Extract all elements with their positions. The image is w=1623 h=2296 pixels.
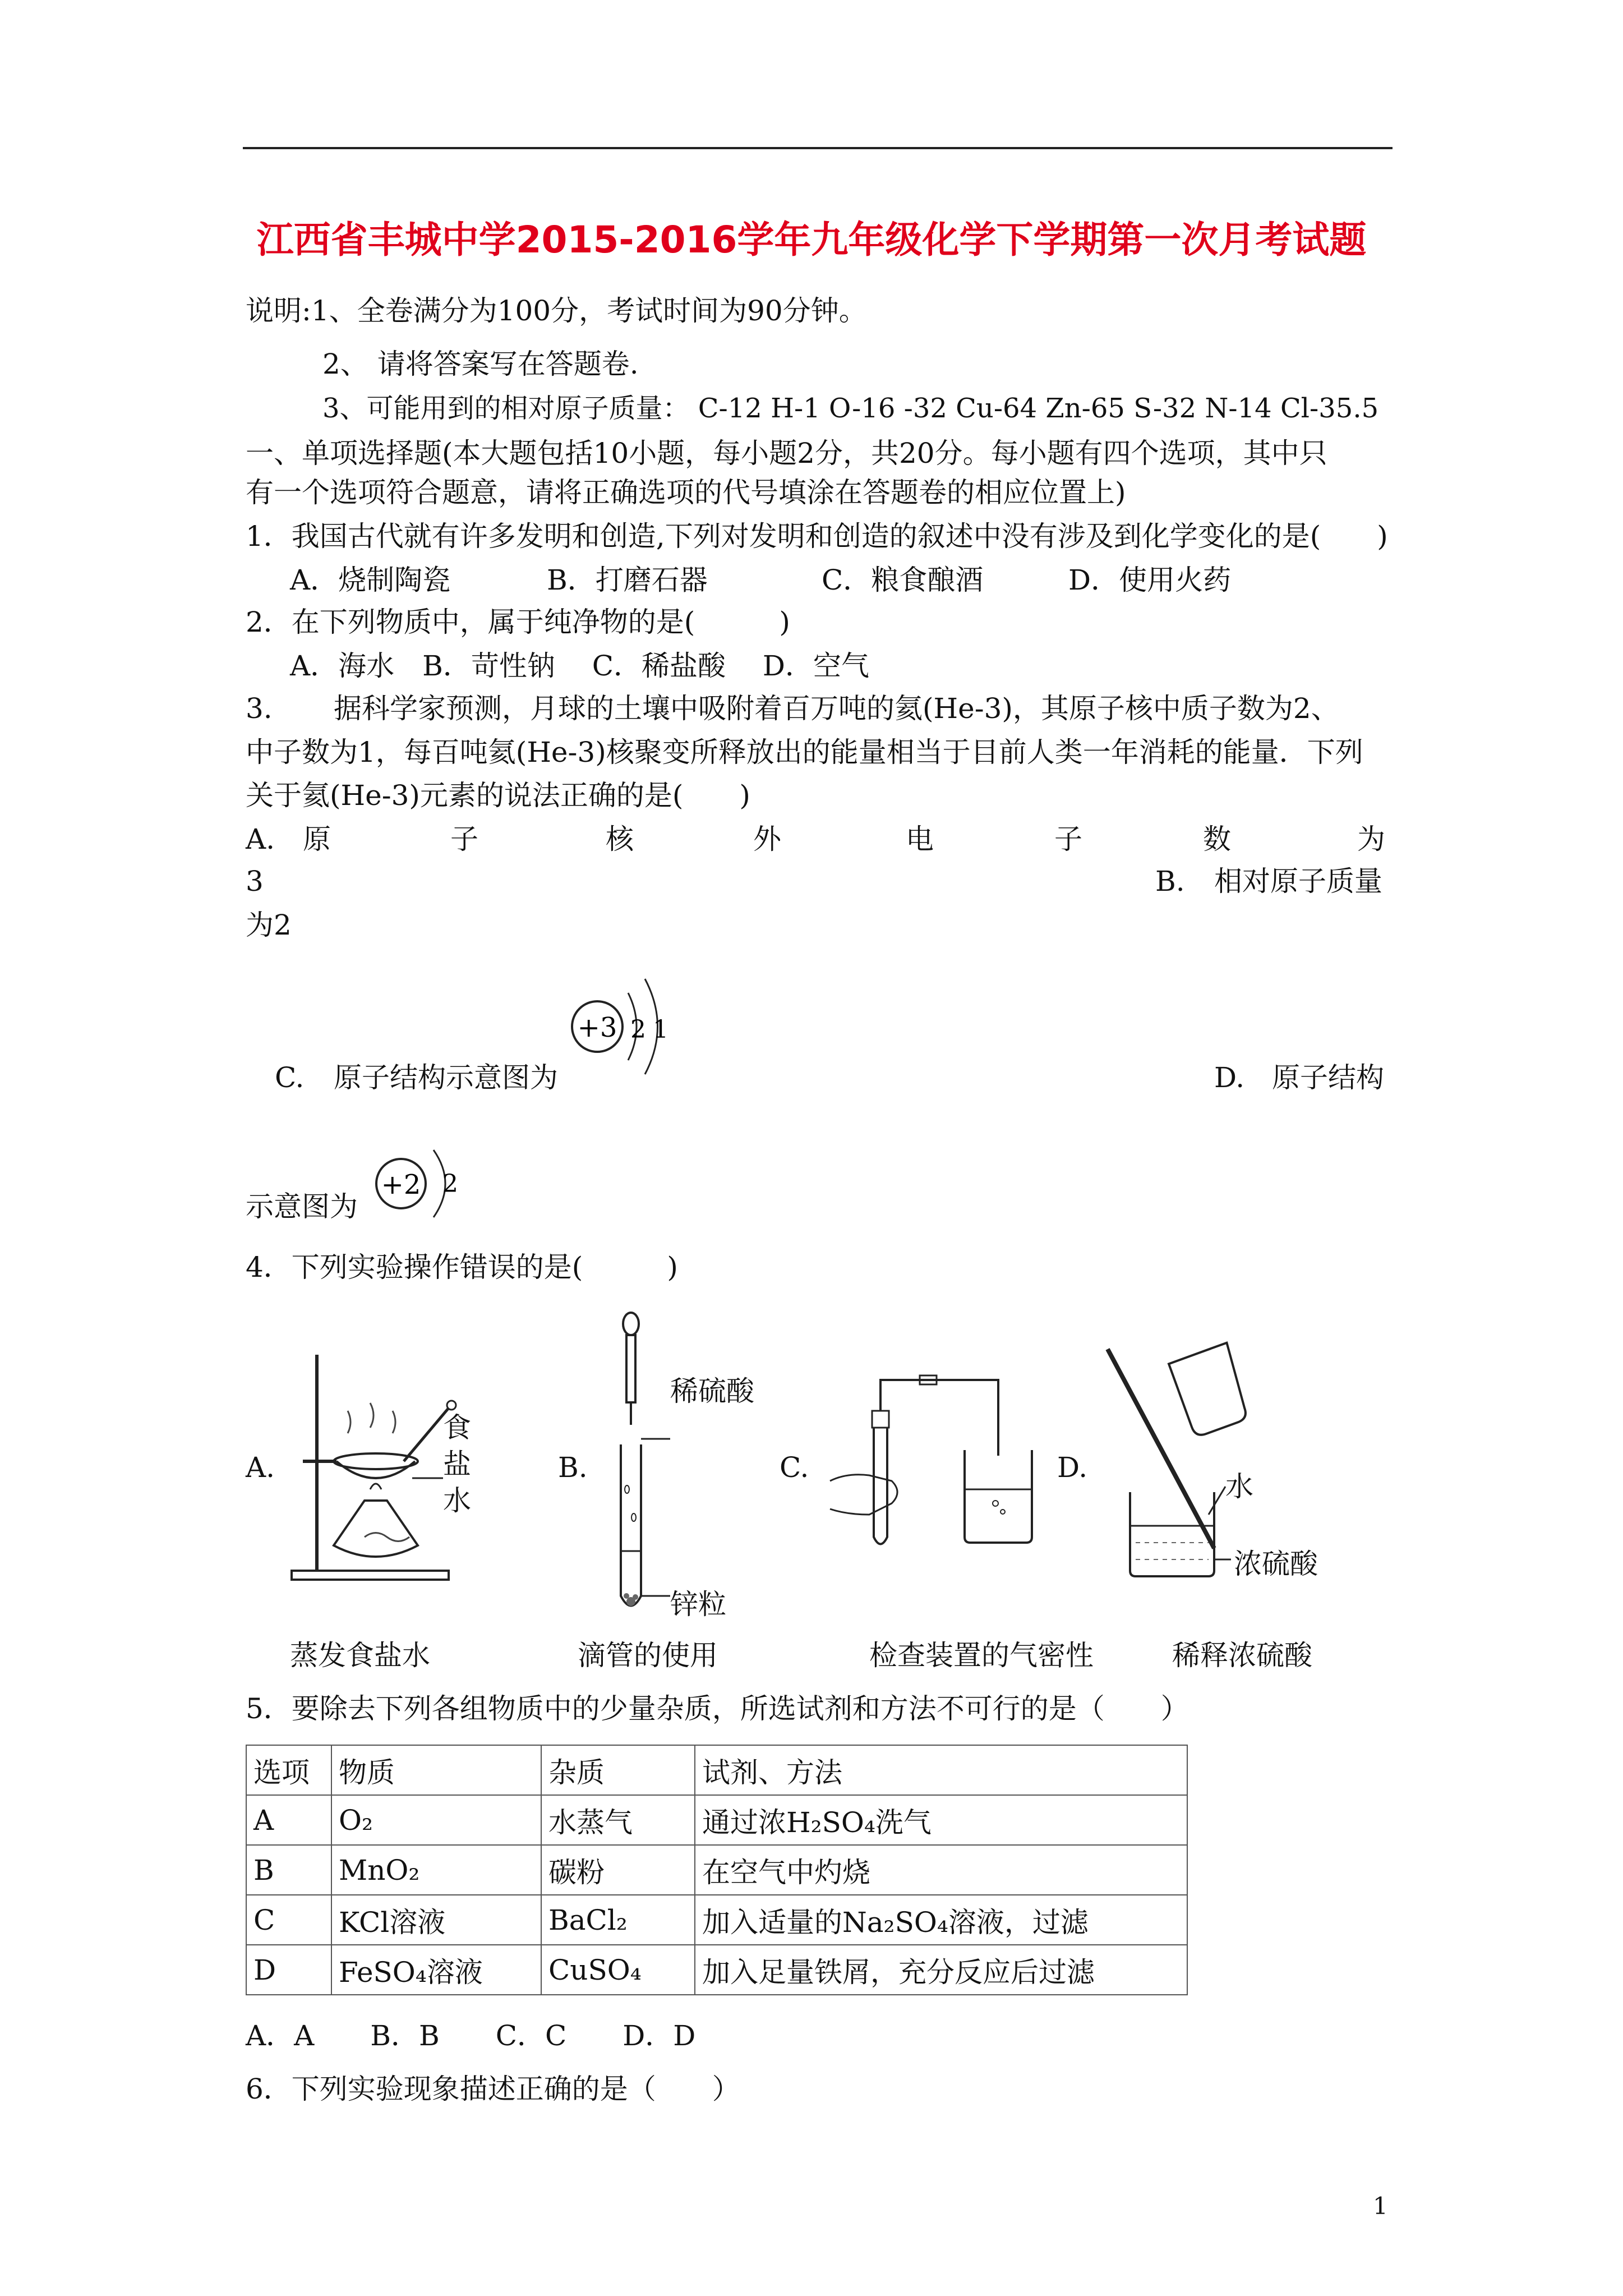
q4-stem: 4．下列实验操作错误的是( ) — [246, 1251, 678, 1283]
q1-option-d: D．使用火药 — [1068, 564, 1232, 596]
shell-electron-count: 1 — [653, 1015, 668, 1044]
table-row — [246, 1895, 1187, 1945]
q6-stem: 6．下列实验现象描述正确的是（ ） — [246, 2073, 740, 2105]
table-row — [246, 1845, 1187, 1895]
q4-caption-a: 蒸发食盐水 — [290, 1639, 430, 1672]
q3-number: 3. — [246, 692, 273, 725]
table-row — [246, 1945, 1187, 1995]
table-header-row — [246, 1745, 1187, 1795]
q4-caption-d: 稀释浓硫酸 — [1172, 1639, 1312, 1672]
note-3: 3、可能用到的相对原子质量： C-12 H-1 O-16 -32 Cu-64 Zn-65 S-32 N-14 Cl-35.5 — [322, 393, 1379, 424]
q2-options: A．海水 B．苛性钠 C．稀盐酸 D．空气 — [290, 650, 869, 682]
q4-b-bottom-label: 锌粒 — [670, 1588, 726, 1621]
q5-stem: 5．要除去下列各组物质中的少量杂质，所选试剂和方法不可行的是（ ） — [246, 1692, 1189, 1725]
atom-structure-diagram-d — [367, 1142, 479, 1226]
q4-caption-c: 检查装置的气密性 — [869, 1639, 1094, 1672]
table-header-cell: 物质 — [331, 1745, 541, 1795]
q4-a-label-char: 食 — [443, 1411, 471, 1444]
q4-option-a-label: A. — [246, 1451, 275, 1484]
note-2: 2、 请将答案写在答题卷. — [322, 348, 639, 380]
table-cell: 碳粉 — [541, 1845, 695, 1895]
q1-stem: 1．我国古代就有许多发明和创造,下列对发明和创造的叙述中没有涉及到化学变化的是( ) — [246, 520, 1388, 553]
q3-a-char: 子 — [450, 823, 478, 855]
q3-c-label: C. — [275, 1061, 305, 1094]
section-heading-line1: 一、单项选择题(本大题包括10小题，每小题2分，共20分。每小题有四个选项，其中只 — [246, 437, 1327, 470]
nucleus-charge: +3 — [577, 1012, 617, 1043]
q3-a-char: 电 — [906, 823, 934, 855]
table-cell: MnO₂ — [331, 1845, 541, 1895]
q5-options: A．A B．B C．C D．D — [246, 2019, 696, 2052]
q5-options-table — [246, 1745, 1188, 1995]
section-heading-line2: 有一个选项符合题意，请将正确选项的代号填涂在答题卷的相应位置上) — [246, 476, 1126, 509]
table-cell: 加入适量的Na₂SO₄溶液，过滤 — [695, 1895, 1187, 1945]
q3-d-end: 示意图为 — [246, 1190, 358, 1223]
nucleus-charge: +2 — [381, 1169, 421, 1200]
q3-d-text: 原子结构 — [1272, 1061, 1384, 1094]
table-cell: 水蒸气 — [541, 1795, 695, 1845]
q3-line3: 关于氦(He-3)元素的说法正确的是( ) — [246, 779, 750, 812]
q3-a-char: 数 — [1203, 823, 1231, 855]
table-cell: KCl溶液 — [331, 1895, 541, 1945]
q3-b-label: B. — [1155, 865, 1185, 898]
table-cell: O₂ — [331, 1795, 541, 1845]
q3-line2: 中子数为1，每百吨氦(He-3)核聚变所释放出的能量相当于目前人类一年消耗的能量．下列 — [246, 736, 1363, 769]
shell-electron-count: 2 — [630, 1015, 646, 1044]
q4-d-acid-label: 浓硫酸 — [1234, 1548, 1318, 1580]
table-header-cell: 试剂、方法 — [695, 1745, 1187, 1795]
table-header-cell: 杂质 — [541, 1745, 695, 1795]
table-cell: FeSO₄溶液 — [331, 1945, 541, 1995]
atom-structure-diagram-c — [561, 959, 684, 1088]
dropper-and-test-tube-diagram — [608, 1310, 681, 1624]
q3-d-label: D. — [1214, 1061, 1245, 1094]
q3-a-char: 核 — [606, 823, 634, 855]
q3-a-value: 3 — [246, 865, 264, 898]
page-number: 1 — [1373, 2192, 1388, 2220]
table-cell: 在空气中灼烧 — [695, 1845, 1187, 1895]
q3-b-text: 相对原子质量 — [1214, 865, 1382, 898]
q3-a-char: 外 — [753, 823, 781, 855]
q3-a-char: 子 — [1054, 823, 1082, 855]
q3-line1: 据科学家预测，月球的土壤中吸附着百万吨的氦(He-3)，其原子核中质子数为2、 — [334, 692, 1339, 725]
q1-option-a: A．烧制陶瓷 — [290, 564, 451, 596]
table-cell: 通过浓H₂SO₄洗气 — [695, 1795, 1187, 1845]
q1-option-b: B．打磨石器 — [547, 564, 708, 596]
page-title: 江西省丰城中学2015-2016学年九年级化学下学期第一次月考试题 — [256, 218, 1367, 261]
q4-b-top-label: 稀硫酸 — [670, 1375, 754, 1407]
q2-stem: 2．在下列物质中，属于纯净物的是( ) — [246, 606, 790, 638]
airtightness-check-diagram — [824, 1369, 1049, 1559]
q3-a-char: 为 — [1357, 823, 1385, 855]
table-row — [246, 1795, 1187, 1845]
table-cell: BaCl₂ — [541, 1895, 695, 1945]
q3-a-label: A. — [246, 823, 275, 855]
q4-option-c-label: C. — [780, 1451, 809, 1484]
table-header-cell: 选项 — [246, 1745, 331, 1795]
shell-electron-count: 2 — [442, 1170, 458, 1198]
q4-a-label-char: 盐 — [443, 1448, 471, 1480]
table-cell: 加入足量铁屑，充分反应后过滤 — [695, 1945, 1187, 1995]
table-cell: B — [246, 1845, 331, 1895]
table-cell: C — [246, 1895, 331, 1945]
q4-a-label-char: 水 — [443, 1484, 471, 1517]
q1-option-c: C．粮食酿酒 — [822, 564, 984, 596]
q4-d-water-label: 水 — [1225, 1470, 1253, 1503]
q3-a-char: 原 — [303, 823, 331, 855]
q3-c-text: 原子结构示意图为 — [334, 1061, 558, 1094]
note-1: 说明:1、全卷满分为100分，考试时间为90分钟。 — [246, 295, 867, 327]
q4-caption-b: 滴管的使用 — [578, 1639, 718, 1672]
q3-b-end: 为2 — [246, 909, 292, 941]
table-cell: D — [246, 1945, 331, 1995]
table-cell: CuSO₄ — [541, 1945, 695, 1995]
header-rule — [243, 147, 1393, 149]
table-cell: A — [246, 1795, 331, 1845]
q4-option-b-label: B. — [558, 1451, 588, 1484]
q4-option-d-label: D. — [1057, 1451, 1088, 1484]
